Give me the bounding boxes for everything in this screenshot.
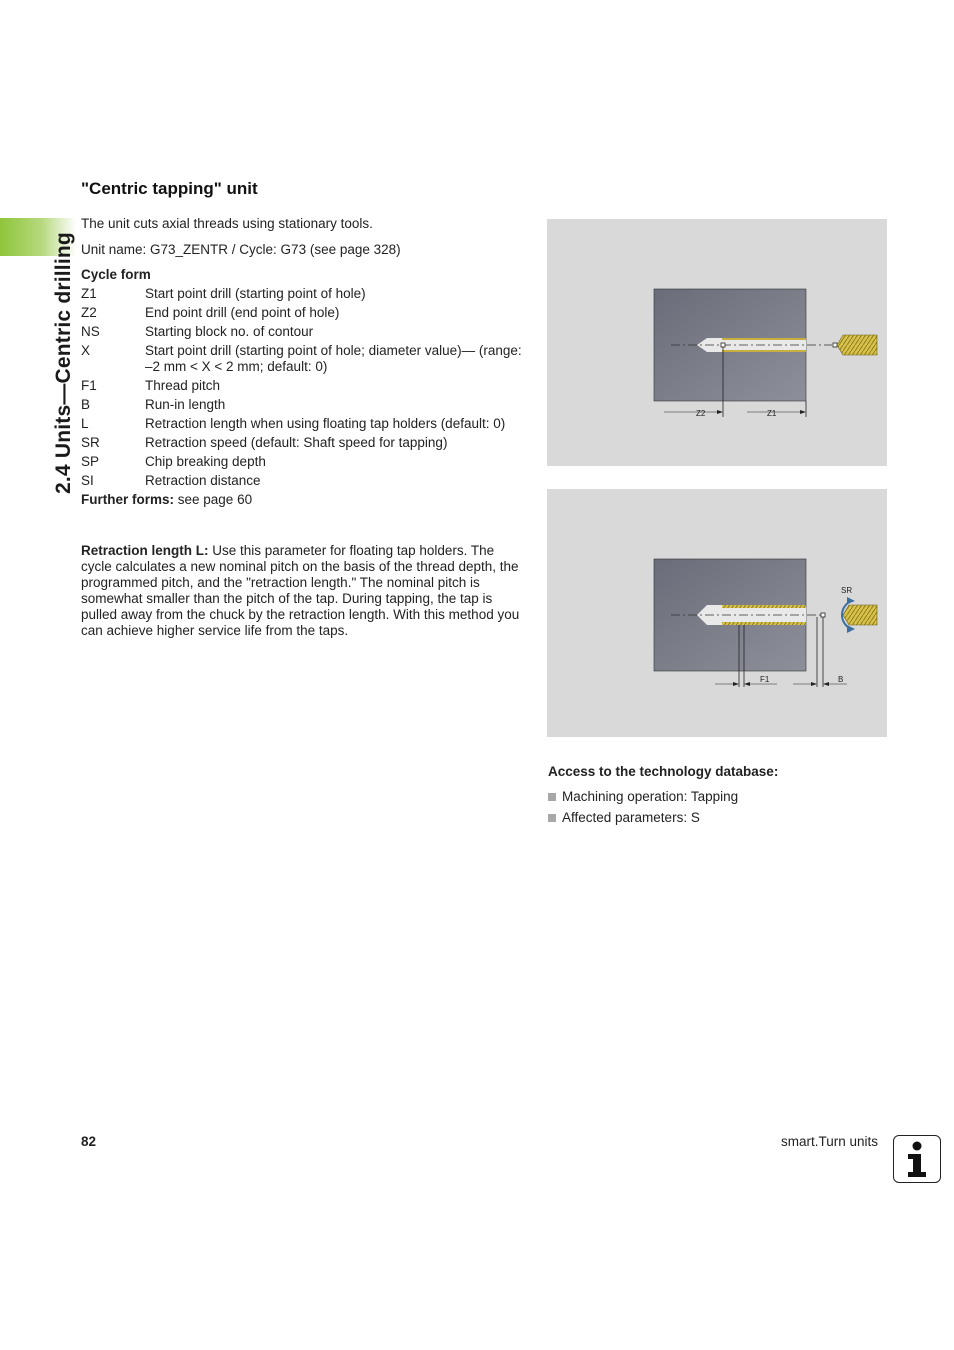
parameter-row: [81, 324, 526, 340]
retraction-paragraph: [81, 543, 524, 639]
parameter-description: Run-in length: [145, 397, 226, 412]
parameter-row: [81, 343, 526, 375]
bullet-square-icon: [548, 793, 556, 801]
further-forms-text: see page 60: [174, 492, 253, 507]
further-forms-label: Further forms:: [81, 492, 175, 507]
label-f1: F1: [760, 675, 770, 684]
label-sr: SR: [841, 586, 853, 595]
parameter-code: Z2: [81, 305, 97, 320]
chapter-title: 2.4 Units—Centric drilling: [52, 232, 75, 494]
access-title: Access to the technology database:: [548, 764, 779, 779]
access-item: [548, 810, 700, 825]
parameter-row: [81, 305, 526, 321]
parameter-description: Start point drill (starting point of hole; diameter value)— (range: –2 mm < X < 2 mm; default: 0): [145, 343, 522, 374]
cycle-form-label: Cycle form: [81, 267, 151, 282]
parameter-description: Thread pitch: [145, 378, 221, 393]
parameter-description: Retraction distance: [145, 473, 261, 488]
parameter-description: End point drill (end point of hole): [145, 305, 340, 320]
parameter-row: [81, 454, 526, 470]
unit-name-text: Unit name: G73_ZENTR / Cycle: G73 (see page 328): [81, 242, 401, 257]
parameter-code: SR: [81, 435, 100, 450]
parameter-row: [81, 473, 526, 489]
bullet-square-icon: [548, 814, 556, 822]
parameter-row: [81, 435, 526, 451]
parameter-description: Start point drill (starting point of hole): [145, 286, 366, 301]
parameter-code: Z1: [81, 286, 97, 301]
label-b: B: [838, 675, 844, 684]
further-forms-row: [81, 492, 526, 508]
info-icon: [893, 1135, 941, 1183]
parameter-description: Retraction length when using floating tap holders (default: 0): [145, 416, 506, 431]
parameter-row: [81, 397, 526, 413]
label-z1: Z1: [767, 409, 777, 418]
diagram-thread-pitch: [547, 489, 887, 737]
parameter-row: [81, 378, 526, 394]
retraction-label: Retraction length L:: [81, 543, 209, 558]
access-item: [548, 789, 738, 804]
parameter-row: [81, 286, 526, 302]
diagram-drilling-start-end: [547, 219, 887, 466]
parameter-code: F1: [81, 378, 97, 393]
parameter-description: Starting block no. of contour: [145, 324, 314, 339]
parameter-code: X: [81, 343, 91, 358]
parameter-code: B: [81, 397, 91, 412]
parameter-description: Chip breaking depth: [145, 454, 266, 469]
page-number: 82: [81, 1134, 97, 1149]
parameter-code: NS: [81, 324, 100, 339]
page-heading: "Centric tapping" unit: [81, 179, 258, 198]
parameter-row: [81, 416, 526, 432]
access-item-label: Machining operation: Tapping: [562, 789, 739, 804]
parameter-code: SI: [81, 473, 94, 488]
intro-text: The unit cuts axial threads using stationary tools.: [81, 216, 373, 231]
retraction-text: Use this parameter for floating tap holders. The cycle calculates a new nominal pitch on the basis of the thread depth, the programmed pitch, and the "retraction length." The nominal pitch is somewhat smaller than the pitch of the tap. During tapping, the tap is pulled away from the chuck by the retraction length. With this method you can achieve higher service life from the taps.: [81, 543, 520, 638]
parameter-code: SP: [81, 454, 100, 469]
parameter-description: Retraction speed (default: Shaft speed for tapping): [145, 435, 448, 450]
label-z2: Z2: [696, 409, 706, 418]
parameter-code: L: [81, 416, 89, 431]
access-item-label: Affected parameters: S: [562, 810, 700, 825]
parameter-list: [81, 286, 526, 511]
footer-section: smart.Turn units: [781, 1134, 879, 1149]
